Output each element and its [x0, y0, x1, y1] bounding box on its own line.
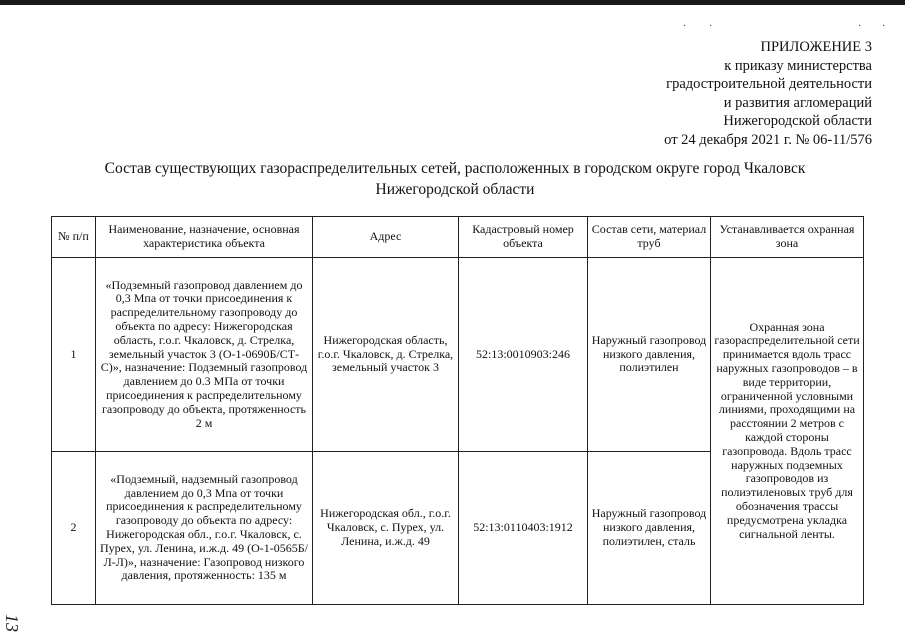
object-description: «Подземный газопровод давлением до 0,3 Мпа от точки присоединения к распределительному газопроводу до объекта по адресу: Нижегородская область, г.о.г. Чкаловск, д. Стрелка, земельный участок 3 (О-1-0690Б/СТ-С)», назначение: Подземный газопровод давлением до 0.3 МПа от точки присоединения к распределительному газопроводу до объекта, протяженность 2 м	[96, 258, 313, 452]
scan-speck: ·	[683, 21, 687, 32]
cadastral-number: 52:13:0110403:1912	[459, 452, 588, 605]
table-row	[52, 258, 864, 452]
appendix-header	[664, 38, 872, 149]
order-date-line: от 24 декабря 2021 г. № 06-11/576	[664, 131, 872, 148]
ministry-line: и развития агломераций	[723, 94, 872, 111]
row-number: 2	[52, 452, 96, 605]
page-number-mark: 13	[2, 614, 22, 632]
object-description: «Подземный, надземный газопровод давлением до 0,3 Мпа от точки присоединения к распределительному газопроводу до объекта по адресу: Нижегородская обл., г.о.г. Чкаловск, с. Пурех, ул. Ленина, и.ж.д. 49 (О-1-0565Б/Л-Л)», назначение: Газопровод низкого давления, протяженность: 135 м	[96, 452, 313, 605]
gas-network-table	[51, 216, 864, 605]
scan-speck: ·	[858, 21, 862, 32]
protection-zone-text: Охранная зона газораспределительной сети принимается вдоль трасс наружных газопроводов – в виде территории, ограниченной условными линиями, проходящими на расстоянии 2 метров с каждой стороны газопровода. Вдоль трасс наружных подземных газопроводов из полиэтиленовых труб для обозначения трассы предусмотрена укладка сигнальной ленты.	[711, 258, 864, 605]
appendix-label: ПРИЛОЖЕНИЕ 3	[760, 39, 872, 55]
region-line: Нижегородской области	[723, 113, 872, 129]
scan-speck: ·	[709, 21, 713, 32]
column-header-address: Адрес	[313, 217, 459, 258]
column-header-cadastral: Кадастровый номер объекта	[459, 217, 588, 258]
document-title	[60, 158, 850, 200]
object-address: Нижегородская обл., г.о.г. Чкаловск, с. Пурех, ул. Ленина, и.ж.д. 49	[313, 452, 459, 605]
object-address: Нижегородская область, г.о.г. Чкаловск, д. Стрелка, земельный участок 3	[313, 258, 459, 452]
column-header-network: Состав сети, материал труб	[588, 217, 711, 258]
table-header-row	[52, 217, 864, 258]
column-header-name: Наименование, назначение, основная характеристика объекта	[96, 217, 313, 258]
column-header-protection-zone: Устанавливается охранная зона	[711, 217, 864, 258]
scan-speck: ·	[882, 21, 886, 32]
title-line: Нижегородской области	[375, 181, 535, 198]
network-composition: Наружный газопровод низкого давления, полиэтилен, сталь	[588, 452, 711, 605]
column-header-number: № п/п	[52, 217, 96, 258]
ministry-line: градостроительной деятельности	[666, 76, 872, 92]
title-line: Состав существующих газораспределительных сетей, расположенных в городском округе город Чкаловск	[104, 160, 806, 177]
row-number: 1	[52, 258, 96, 452]
order-line: к приказу министерства	[724, 57, 872, 74]
network-composition: Наружный газопровод низкого давления, полиэтилен	[588, 258, 711, 452]
scan-top-border	[0, 0, 905, 5]
cadastral-number: 52:13:0010903:246	[459, 258, 588, 452]
